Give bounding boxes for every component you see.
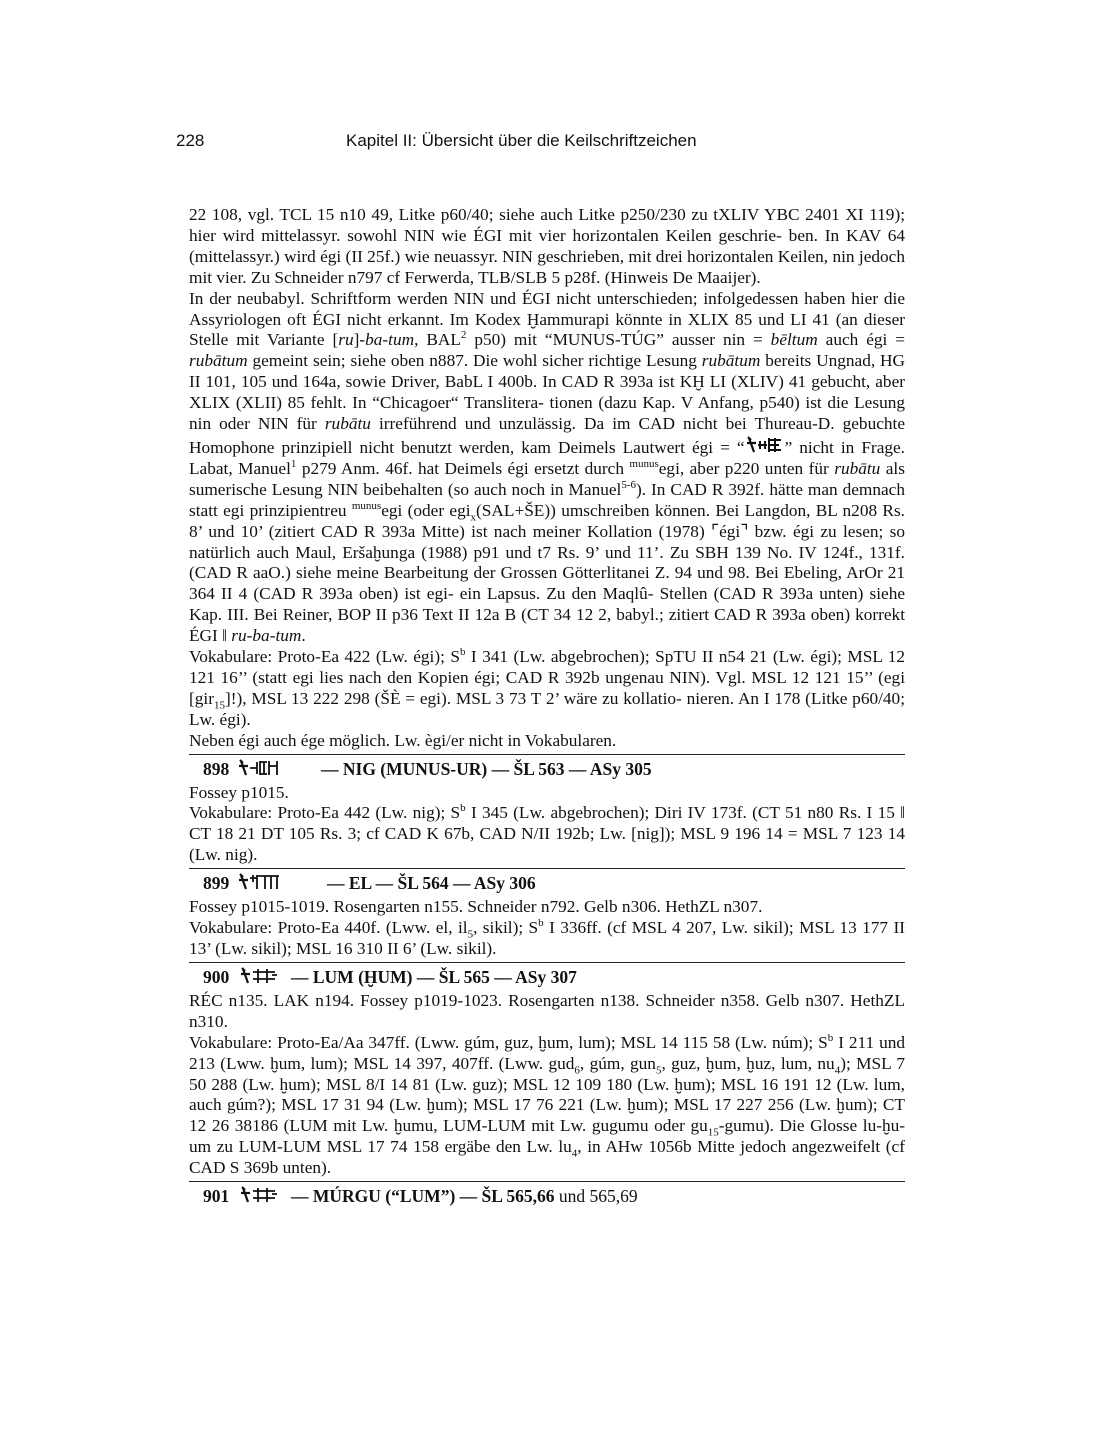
entry-899-heading [203, 869, 905, 897]
entry-899-ref: Fossey p1015-1019. Rosengarten n155. Schneider n792. Gelb n306. HethZL n307. [189, 897, 763, 917]
entry-898-heading [203, 755, 905, 783]
entry-title: — LUM (ḪUM) — ŠL 565 — ASy 307 [291, 966, 577, 987]
paragraph-note: Neben égi auch ége möglich. Lw. ègi/er nicht in Vokabularen. [189, 730, 617, 750]
entry-901-heading [203, 1182, 905, 1210]
page-number: 228 [176, 131, 205, 150]
entry-title-end: und 565,69 [554, 1186, 638, 1207]
cuneiform-sign-lum-icon [237, 966, 285, 986]
cuneiform-sign-el-icon [237, 872, 285, 892]
paragraph-continuation: 22 108, vgl. TCL 15 n10 49, Litke p60/40; siehe auch Litke p250/230 zu tXLIV YBC 2401 XI 119); hier wird mittelassyr. sowohl NIN wie ÉGI mit vier horizontalen Keilen geschrie- ben. In KAV 64 (mittelassyr.) wird égi (II 25f.) wie neuassyr. NIN geschrieben, mit drei horizontalen Keilen, nin jedoch mit vier. Zu Schneider n797 cf Ferwerda, TLB/SLB 5 p28f. (Hinweis De Maaijer). [189, 205, 905, 287]
entry-900-ref: RÉC n135. LAK n194. Fossey p1019-1023. Rosengarten n138. Schneider n358. Gelb n307. HethZL n310. [189, 990, 905, 1031]
cuneiform-sign-egi-icon [745, 435, 785, 455]
running-head [176, 131, 916, 157]
paragraph-vokabulare: Vokabulare: Proto-Ea 422 (Lw. égi); $S^b$ I 341 (Lw. abgebrochen); SpTU II n54 21 (Lw. égi); MSL 12 121 16’’ (statt egi lies nach den Kopien égi; CAD R 392b ungenau NIN). Vgl. MSL 12 121 15’’ (egi [gir$_{15}$]!), MSL 13 222 298 (ŠÈ = egi). MSL 3 73 T 2’ wäre zu kollatio- nieren. An I 178 (Litke p60/40; Lw. égi). [189, 646, 905, 729]
paragraph-neubabyl: In der neubabyl. Schriftform werden NIN und ÉGI nicht unterschieden; infolgedessen haben hier die Assyriologen oft ÉGI nicht erkannt. Im Kodex Ḫammurapi könnte in XLIX 85 und LI 41 (an dieser Stelle mit Variante [ru]-ba-tum, BAL$^2$ p50) mit “MUNUS-TÚG” ausser nin = bēltum auch égi = rubātum gemeint sein; siehe oben n887. Die wohl sicher richtige Lesung rubātum bereits Ungnad, HG II 101, 105 und 164a, sowie Driver, BabL I 400b. In CAD R 393a ist KḪ LI (XLIV) 41 gebucht, aber XLIX (XLII) 85 fehlt. In “Chicagoer“ Translitera- tionen (dazu Kap. V Anfang, p540) ist die Lesung nin oder NIN für rubātu irreführend und unzulässig. Da im CAD nicht bei Thureau-D. gebuchte Homophone prinzipiell nicht benutzt werden, kam Deimels Lautwert égi = “ ” nicht in Frage. Labat, Manuel$^1$ p279 Anm. 46f. hat Deimels égi ersetzt durch $^{munus}$egi, aber p220 unten für rubātu als sumerische Lesung NIN beibehalten (so auch noch in Manuel$^{5-6}$). In CAD R 392f. hätte man demnach statt egi prinzipientreu $^{munus}$egi (oder egi$_x$(SAL+ŠE)) umschreiben können. Bei Langdon, BL n208 Rs. 8’ und 10’ (zitiert CAD R 393a Mitte) ist nach meiner Kollation (1978) ⌜égi⌝ bzw. égi zu lesen; so natürlich auch Maul, Eršaḫunga (1988) p91 und t7 Rs. 9’ und 11’. Zu SBH 139 No. IV 124f., 131f. (CAD R aaO.) siehe meine Bearbeitung der Grossen Götterlitanei Z. 94 und 98. Bei Ebeling, ArOr 21 364 II 4 (CAD R 393a oben) ist egi- ein Lapsus. Zu den Maqlû- Stellen (CAD R 393a unten) siehe Kap. III. Bei Reiner, BOP II p36 Text II 12a B (CT 34 12 2, babyl.; zitiert CAD R 393a oben) korrekt ÉGI ǁ ru-ba-tum. [189, 288, 905, 646]
chapter-title: Kapitel II: Übersicht über die Keilschriftzeichen [346, 131, 697, 150]
entry-number: 900 [203, 966, 230, 987]
entry-number: 899 [203, 873, 230, 894]
entry-898-vokabulare: Vokabulare: Proto-Ea 442 (Lw. nig); $S^b$ I 345 (Lw. abgebrochen); Diri IV 173f. (CT 51 n80 Rs. I 15 ǁ CT 18 21 DT 105 Rs. 3; cf CAD K 67b, CAD N/II 192b; Lw. [nig]); MSL 9 196 14 = MSL 7 123 14 (Lw. nig). [189, 802, 906, 865]
entry-title: — EL — ŠL 564 — ASy 306 [327, 873, 536, 894]
entry-number: 901 [203, 1186, 230, 1207]
text-body [189, 205, 905, 1210]
entry-title: — MÚRGU (“LUM”) — ŠL 565,66 [291, 1186, 555, 1207]
entry-title: — NIG (MUNUS-UR) — ŠL 563 — ASy 305 [321, 758, 652, 779]
entry-899-vokabulare: Vokabulare: Proto-Ea 440f. (Lww. el, $il_5$, sikil); $S^b$ I 336ff. (cf MSL 4 207, Lw. sikil); MSL 13 177 II 13’ (Lw. sikil); MSL 16 310 II 6’ (Lw. sikil). [189, 917, 905, 958]
entry-900-heading [203, 963, 905, 991]
entry-898-ref: Fossey p1015. [189, 782, 289, 802]
entry-900-vokabulare: Vokabulare: Proto-Ea/Aa 347ff. (Lww. gúm, guz, ḫum, lum); MSL 14 115 58 (Lw. núm); $S^b$ I 211 und 213 (Lww. ḫum, lum); MSL 14 397, 407ff. (Lww. gud$_6$, gúm, gun$_5$, guz, ḫum, ḫuz, lum, $nu_4$); MSL 7 50 288 (Lw. ḫum); MSL 8/I 14 81 (Lw. guz); MSL 12 109 180 (Lw. ḫum); MSL 16 191 12 (Lw. lum, auch gúm?); MSL 17 31 94 (Lw. ḫum); MSL 17 76 221 (Lw. ḫum); MSL 17 227 256 (Lw. ḫum); CT 12 26 38186 (LUM mit Lw. ḫumu, LUM-LUM mit Lw. gugumu oder $gu_{15}-gumu$). Die Glosse lu-ḫu-um zu LUM-LUM MSL 17 74 158 ergäbe den Lw. $lu_4$, in AHw 1056b Mitte jedoch angezweifelt (cf CAD S 369b unten). [189, 1031, 906, 1178]
entry-number: 898 [203, 758, 230, 779]
cuneiform-sign-murgu-icon [237, 1185, 285, 1205]
cuneiform-sign-nig-icon [237, 758, 285, 778]
